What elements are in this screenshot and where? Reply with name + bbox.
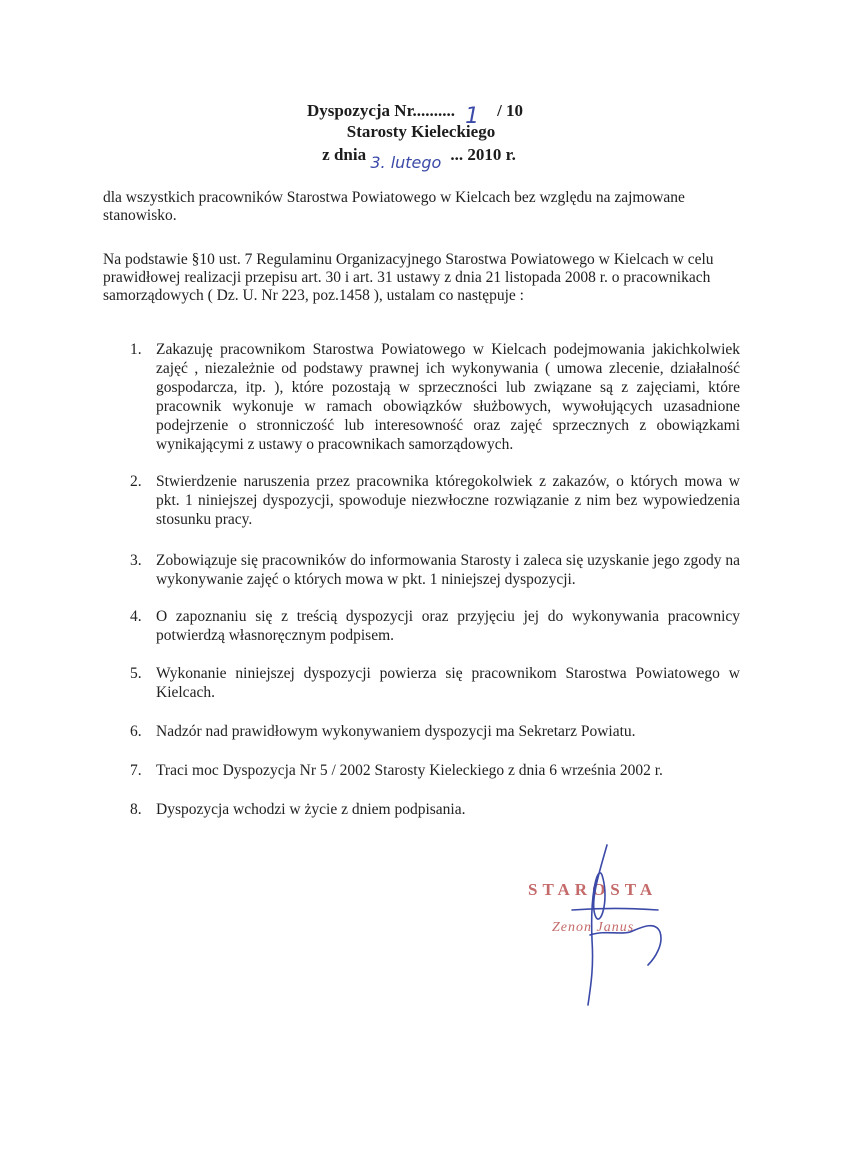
date-line: z dnia 3. lutego ... 2010 r. [322,145,516,172]
item-number: 2. [130,473,142,490]
item-text: Wykonanie niniejszej dyspozycji powierza się pracownikom Starostwa Powiatowego w Kielcach. [156,665,740,701]
item-number: 8. [130,801,142,818]
date-prefix: z dnia [322,145,371,164]
stamp-title: STAROSTA [528,880,658,899]
item-text: O zapoznaniu się z treścią dyspozycji oraz przyjęciu jej do wykonywania pracownicy potwierdzą własnoręcznym podpisem. [156,608,740,644]
item-text: Zakazuję pracownikom Starostwa Powiatowego w Kielcach podejmowania jakichkolwiek zajęć , niezależnie od podstawy prawnej ich wykonywania ( umowa zlecenie, działalność gospodarcza, itp. ), które pozostają w sprzeczności lub związane są z zajęciami, które pracownik wykonuje w ramach obowiązków służbowych, wywołujących uzasadnione podejrzenie o stronniczość lub interesowność oraz zajęć sprzecznych z obowiązkami wynikającymi z ustawy o pracownikach samorządowych. [156,341,740,453]
item-number: 4. [130,608,142,625]
item-number: 5. [130,665,142,682]
issuer-line: Starosty Kieleckiego [346,122,496,141]
item-text: Zobowiązuje się pracowników do informowania Starosty i zaleca się uzyskanie jego zgody na wykonywanie zajęć o których mowa w pkt. 1 niniejszej dyspozycji. [156,552,740,588]
title-suffix: / 10 [497,101,524,120]
item-text: Stwierdzenie naruszenia przez pracownika któregokolwiek z zakazów, o których mowa w pkt. 1 niniejszej dyspozycji, spowoduje niezwłoczne rozwiązanie z nim bez wypowiedzenia stosunku pracy. [156,473,740,528]
legal-basis-paragraph: Na podstawie §10 ust. 7 Regulaminu Organizacyjnego Starostwa Powiatowego w Kielcach w celu prawidłowej realizacji przepisu art. 30 i art. 31 ustawy z dnia 21 listopada 2008 r. o pracownikach samorządowych ( Dz. U. Nr 223, poz.1458 ), ustalam co następuje : [103,251,714,304]
intro-paragraph: dla wszystkich pracowników Starostwa Powiatowego w Kielcach bez względu na zajmowane stanowisko. [103,189,685,224]
item-text: Traci moc Dyspozycja Nr 5 / 2002 Starosty Kieleckiego z dnia 6 września 2002 r. [156,762,663,779]
item-text: Dyspozycja wchodzi w życie z dniem podpisania. [156,801,466,818]
item-number: 6. [130,723,142,740]
item-number: 1. [130,341,142,358]
handwritten-signature [560,840,690,1010]
date-suffix: ... 2010 r. [450,145,516,164]
stamp-name: Zenon Janus [552,920,635,935]
item-number: 3. [130,552,142,569]
item-number: 7. [130,762,142,779]
title-line: Dyspozycja Nr.......... 1 / 10 [306,101,524,129]
item-text: Nadzór nad prawidłowym wykonywaniem dyspozycji ma Sekretarz Powiatu. [156,723,636,740]
title-prefix: Dyspozycja Nr.......... [306,101,456,120]
